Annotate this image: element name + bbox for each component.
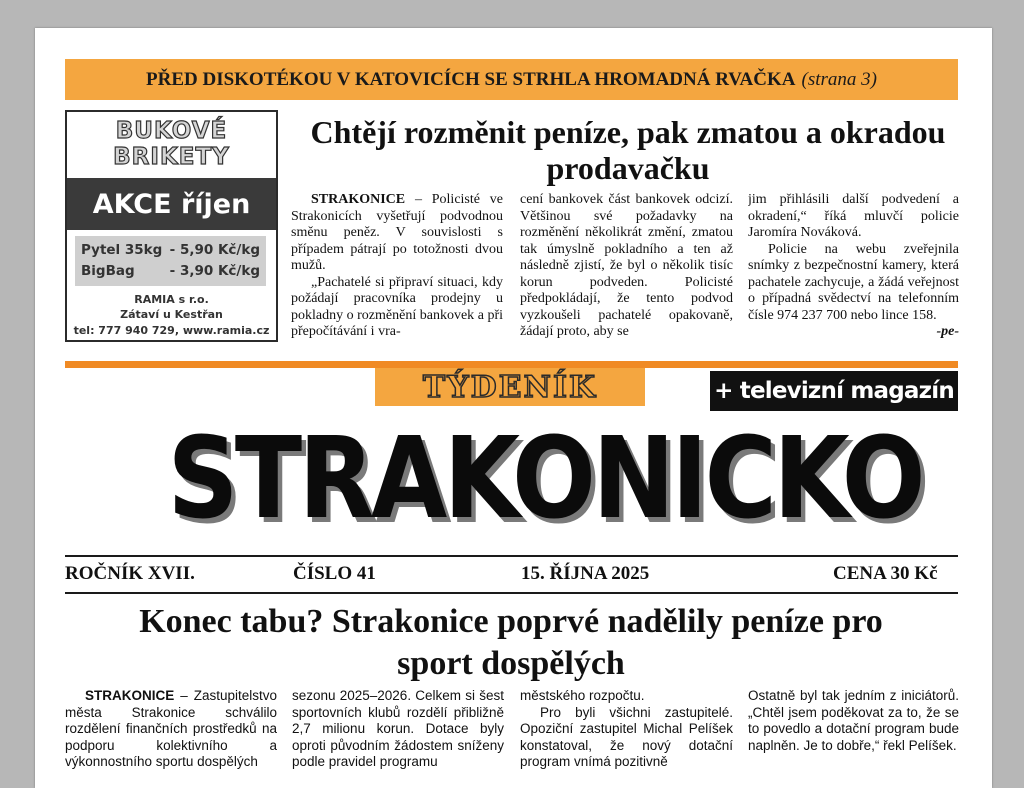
article2-paragraph: městského rozpočtu. (520, 688, 645, 703)
masthead-rule (65, 361, 958, 368)
article2-paragraph: Pro byli všichni zastupitelé. Opoziční zastupitel Michal Pelíšek konstatoval, že nový dotační program vnímá pozitivně (520, 704, 733, 769)
advertisement-box[interactable] (65, 110, 278, 342)
issue-volume: ROČNÍK XVII. (65, 563, 195, 584)
tv-magazine-badge[interactable]: + televizní magazín (710, 371, 958, 411)
article2-column-3 (520, 688, 733, 788)
ad-price-list (75, 236, 266, 286)
article2-headline: Konec tabu? Strakonice poprvé nadělily peníze pro sport dospělých (139, 603, 883, 682)
article1-headline: Chtějí rozměnit peníze, pak zmatou a okradou prodavačku (310, 114, 946, 186)
article1-column-2 (520, 192, 733, 344)
masthead-title (167, 414, 923, 544)
banner-page-ref: (strana 3) (801, 68, 877, 90)
article1-paragraph (748, 241, 959, 339)
article2-paragraph: sezonu 2025–2026. Celkem si šest sportovních klubů rozdělí přibližně 2,7 milionu korun. Dotace byly oproti původním žádostem sníženy podle pravidel programu (292, 688, 504, 769)
article1-paragraph: cení bankovek část bankovek odcizí. Většinou své požadavky na rozměnění několikrát změní, zmatou tak úmyslně pokladního a ten až následně zjistí, že byl o několik tisíc korun podveden. Policisté předpokládají, že tento podvod vyzkoušeli pachatelé opakovaně, žádají proto, aby se (520, 192, 733, 339)
top-banner[interactable] (65, 59, 958, 100)
article2-column-2 (292, 688, 504, 788)
banner-headline: PŘED DISKOTÉKOU V KATOVICÍCH SE STRHLA HROMADNÁ RVAČKA (146, 68, 796, 90)
article1-dateline: STRAKONICE (311, 192, 406, 207)
article1-lead-text: – Policisté ve Strakonicích vyšetřují podvodnou směnu peněz. V souvislosti s případem pátrají po totožnosti dvou mužů. (291, 192, 503, 273)
article1-paragraph: jim přihlásili další podvedení a okradení,“ říká mluvčí policie Jaromíra Nováková. (748, 192, 959, 240)
ad-brand-line1: BUKOVÉ (115, 118, 228, 144)
article2-lead-text: – Zastupitelstvo města Strakonice schválilo rozdělení finančních prostředků na podporu kolektivního a výkonnostního sportu dospělých (65, 688, 277, 769)
article1-signature: -pe- (936, 324, 959, 339)
article2-paragraph (65, 688, 277, 771)
ad-brand-line2: BRIKETY (113, 144, 230, 170)
article2-column-1 (65, 688, 277, 788)
issue-price: CENA 30 Kč (833, 563, 938, 584)
issue-date: 15. ŘÍJNA 2025 (521, 563, 650, 584)
masthead-title-text: STRAKONICKO (167, 414, 923, 544)
article1-column-1 (291, 192, 503, 344)
ad-price-value: - 5,90 Kč/kg (169, 242, 260, 258)
ad-company-location: Zátaví u Kestřan (120, 308, 223, 321)
ad-company-contact: tel: 777 940 729, www.ramia.cz (73, 324, 270, 337)
ad-price-row (81, 263, 260, 279)
issue-bar-top-rule (65, 555, 958, 557)
ad-price-item: Pytel 35kg (81, 242, 163, 258)
article2-paragraph: Ostatně byl tak jedním z iniciátorů. „Chtěl jsem poděkovat za to, že se to povedlo a dotační program bude naplněn. Je to dobře,“ řekl Pelíšek. (748, 688, 959, 753)
article1-column-3 (748, 192, 959, 344)
ad-price-item: BigBag (81, 263, 135, 279)
issue-bar-bottom-rule (65, 592, 958, 594)
ad-price-row (81, 242, 260, 258)
ad-price-value: - 3,90 Kč/kg (169, 263, 260, 279)
article2-dateline: STRAKONICE (85, 688, 175, 703)
ad-company-name: RAMIA s r.o. (134, 293, 209, 306)
article1-closing-text: Policie na webu zveřejnila snímky z bezpečnostní kamery, která pachatele zachycuje, a žádá veřejnost o případná svědectví na telefonním čísle 974 237 700 nebo lince 158. (748, 241, 959, 323)
article1-paragraph (291, 192, 503, 275)
weekly-label: TÝDENÍK (375, 368, 645, 406)
newspaper-page (35, 28, 992, 788)
article2-column-4 (748, 688, 959, 788)
article1-paragraph: „Pachatelé si připraví situaci, kdy požádají pracovníka prodejny u pokladny o rozměnění bankovek a při přepočítávání i vra- (291, 274, 503, 339)
issue-number: ČÍSLO 41 (293, 563, 376, 584)
ad-promo: AKCE říjen (67, 178, 276, 230)
